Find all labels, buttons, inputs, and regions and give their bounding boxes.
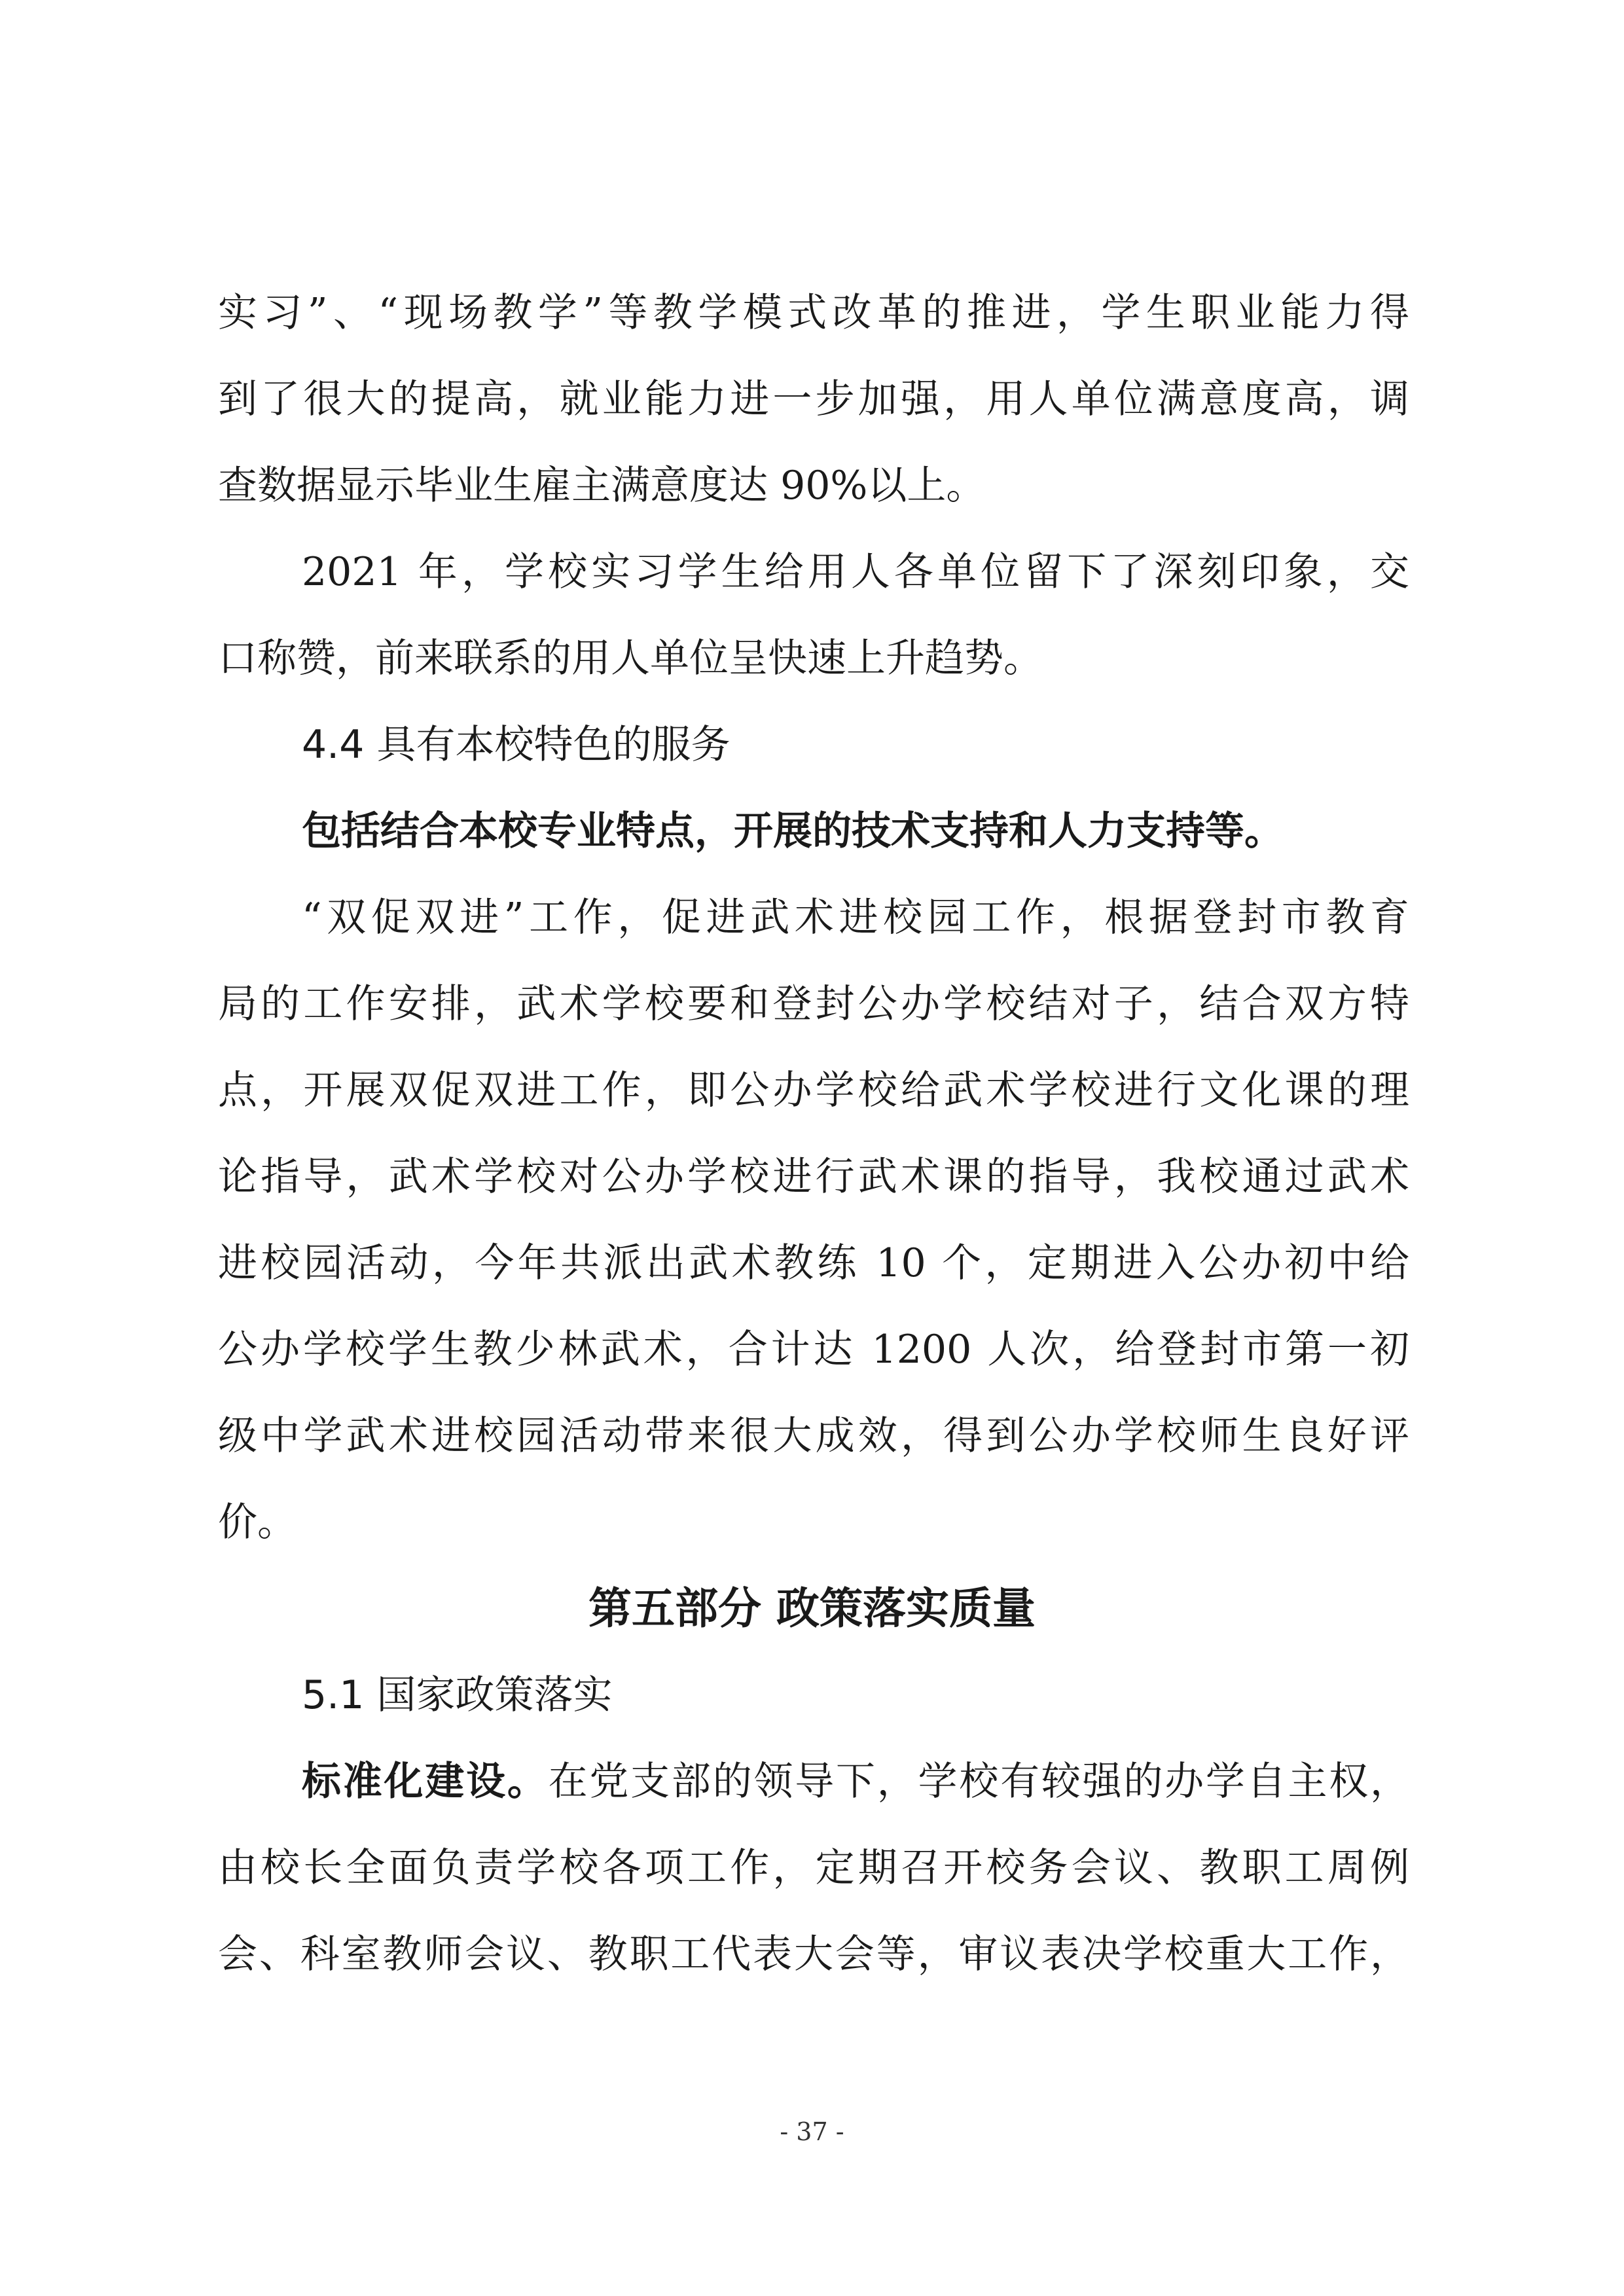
- paragraph-line: 价。: [218, 1499, 297, 1545]
- paragraph-line: 级中学武术进校园活动带来很大成效，得到公办学校师生良好评: [218, 1413, 1409, 1459]
- bold-statement: 包括结合本校专业特点，开展的技术支持和人力支持等。: [302, 808, 1284, 854]
- paragraph-line: 公办学校学生教少林武术，合计达 1200 人次，给登封市第一初: [218, 1327, 1409, 1372]
- paragraph-line: 实习”、“现场教学”等教学模式改革的推进，学生职业能力得: [218, 290, 1409, 336]
- paragraph-line: 由校长全面负责学校各项工作，定期召开校务会议、教职工周例: [218, 1845, 1409, 1891]
- paragraph-line: 查数据显示毕业生雇主满意度达 90%以上。: [218, 463, 986, 509]
- paragraph-line: 口称赞，前来联系的用人单位呈快速上升趋势。: [218, 636, 1043, 681]
- paragraph-line: 局的工作安排，武术学校要和登封公办学校结对子，结合双方特: [218, 981, 1409, 1027]
- paragraph-line: 2021 年，学校实习学生给用人各单位留下了深刻印象，交: [302, 549, 1409, 595]
- paragraph-line: 会、科室教师会议、教职工代表大会等，审议表决学校重大工作，: [218, 1931, 1409, 1977]
- section-heading-5-1: 5.1 国家政策落实: [302, 1672, 613, 1718]
- paragraph-line: 进校园活动，今年共派出武术教练 10 个，定期进入公办初中给: [218, 1240, 1409, 1286]
- paragraph-line: 论指导，武术学校对公办学校进行武术课的指导，我校通过武术: [218, 1154, 1409, 1200]
- paragraph-text: 在党支部的领导下，学校有较强的办学自主权，: [548, 1759, 1410, 1804]
- paragraph-line: “双促双进”工作，促进武术进校园工作，根据登封市教育: [302, 895, 1409, 941]
- paragraph-line: 点，开展双促双进工作，即公办学校给武术学校进行文化课的理: [218, 1067, 1409, 1113]
- paragraph-line: 到了很大的提高，就业能力进一步加强，用人单位满意度高，调: [218, 376, 1409, 422]
- part-title: 第五部分 政策落实质量: [588, 1583, 1036, 1634]
- bold-lead-term: 标准化建设。: [302, 1759, 549, 1804]
- paragraph-line: [302, 1750, 1409, 1813]
- page-number: - 37 -: [780, 2117, 844, 2146]
- section-heading-4-4: 4.4 具有本校特色的服务: [302, 722, 731, 768]
